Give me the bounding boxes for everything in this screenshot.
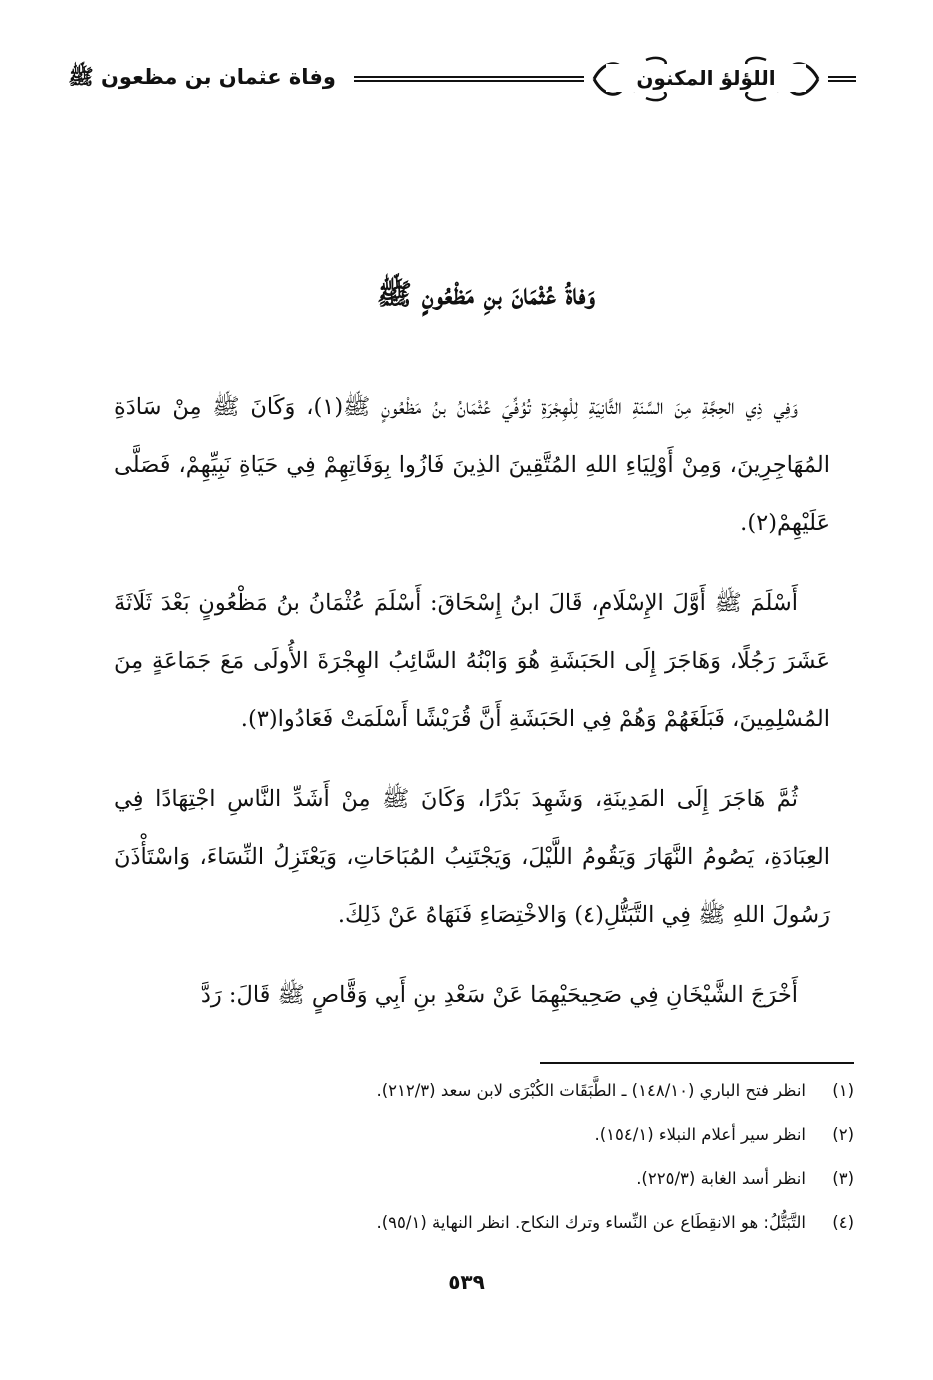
header-rule-right xyxy=(828,76,856,82)
footnote xyxy=(170,1124,854,1146)
page-number: ٥٣٩ xyxy=(448,1270,485,1294)
footnote-number: (٣) xyxy=(832,1169,854,1188)
header-rule-left xyxy=(354,76,584,82)
footnote-number: (١) xyxy=(832,1081,854,1100)
footnote-number: (٢) xyxy=(832,1125,854,1144)
footnote xyxy=(170,1212,854,1234)
chapter-title: وفاة عثمان بن مظعون ﷺ xyxy=(68,65,336,89)
footnote-separator xyxy=(540,1062,854,1064)
paragraph: ثُمَّ هَاجَرَ إِلَى المَدِينَةِ، وَشَهِدَ بَدْرًا، وَكَانَ ﷺ مِنْ أَشَدِّ النَّاسِ اجْتِهَادًا فِي العِبَادَةِ، يَصُومُ النَّهَارَ وَيَقُومُ اللَّيْلَ، وَيَجْتَنِبُ المُبَاحَاتِ، وَيَعْتَزِلُ النِّسَاءَ، وَاسْتَأْذَنَ رَسُولَ اللهِ ﷺ فِي التَّبَتُّلِ(٤) وَالاخْتِصَاءِ فَنَهَاهُ عَنْ ذَلِكَ. xyxy=(114,786,830,928)
paragraph: أَخْرَجَ الشَّيْخَانِ فِي صَحِيحَيْهِمَا عَنْ سَعْدِ بنِ أَبِي وَقَّاصٍ ﷺ قَالَ: رَدَّ xyxy=(200,982,798,1008)
footnote xyxy=(170,1168,854,1190)
footnote-text: التَّبَتُّلُ: هو الانقِطَاع عن النِّساء وترك النكاح. انظر النهاية (٩٥/١). xyxy=(376,1213,806,1232)
footnote-number: (٤) xyxy=(832,1213,854,1232)
section-heading: وَفاةُ عُثْمَانَ بنِ مَظْعُونٍ ﷺ xyxy=(376,277,596,311)
footnote-text: انظر سير أعلام النبلاء (١٥٤/١). xyxy=(594,1125,806,1144)
paragraph: أَسْلَمَ ﷺ أَوَّلَ الإِسْلَامِ، قَالَ ابنُ إِسْحَاقَ: أَسْلَمَ عُثْمَانُ بنُ مَظْعُونٍ بَعْدَ ثَلَاثَةَ عَشَرَ رَجُلًا، وَهَاجَرَ إِلَى الحَبَشَةِ هُوَ وَابْنُهُ السَّائِبُ الهِجْرَةَ الأُولَى مَعَ جَمَاعَةٍ مِنَ المُسْلِمِينَ، فَبَلَغَهُمْ وَهُمْ فِي الحَبَشَةِ أَنَّ قُرَيْشًا أَسْلَمَتْ فَعَادُوا(٣). xyxy=(114,590,830,732)
footnote-text: انظر أسد الغابة (٢٢٥/٣). xyxy=(636,1169,806,1188)
footnotes xyxy=(170,1080,854,1256)
running-header xyxy=(68,52,856,106)
body-text xyxy=(114,378,830,1024)
footnote xyxy=(170,1080,854,1102)
paragraph: وَفِي ذِي الحِجَّةِ مِنَ السَّنَةِ الثَّانِيَةِ لِلْهِجْرَةِ تُوُفِّيَ عُثْمَانُ بنُ مَظْعُونٍ ﷺ(١)، وَكَانَ ﷺ مِنْ سَادَةِ المُهَاجِرِينَ، وَمِنْ أَوْلِيَاءِ اللهِ المُتَّقِينَ الذِينَ فَازُوا بِوَفَاتِهِمْ فِي حَيَاةِ نَبِيِّهِمْ، فَصَلَّى عَلَيْهِمْ(٢). xyxy=(114,394,830,536)
footnote-text: انظر فتح الباري (١٤٨/١٠) ـ الطَّبَقَات الكُبْرَى لابن سعد (٢١٢/٣). xyxy=(376,1081,806,1100)
book-title: اللؤلؤ المكنون xyxy=(606,64,806,92)
